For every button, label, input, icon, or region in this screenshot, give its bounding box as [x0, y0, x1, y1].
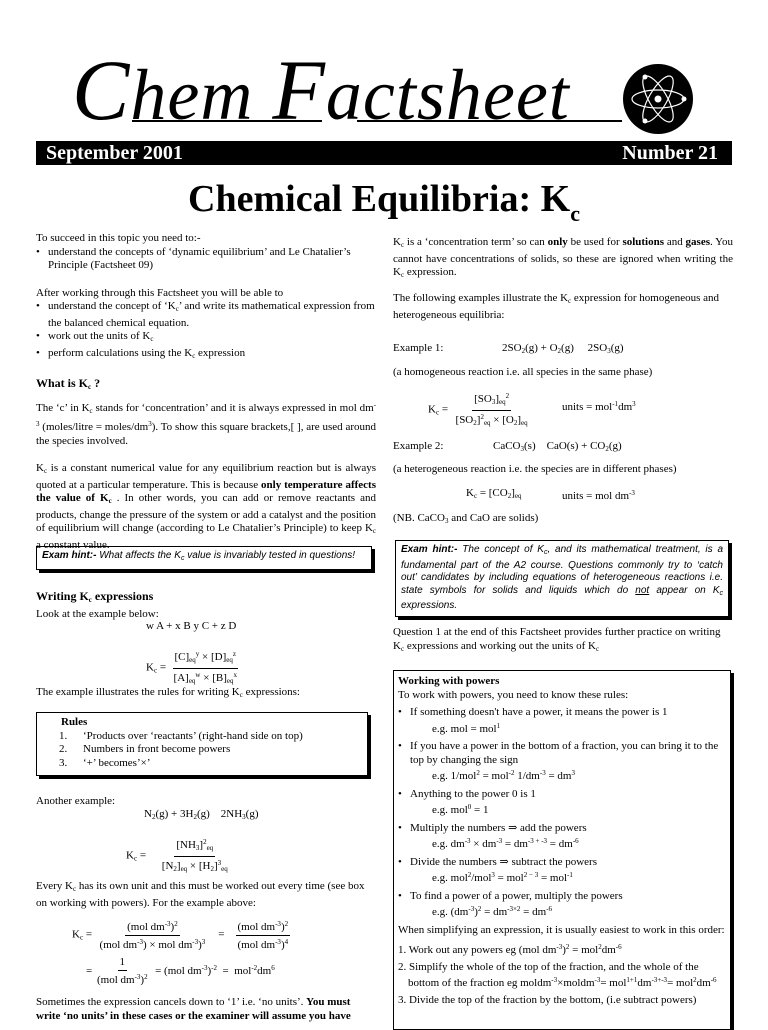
- list-item: 2. Simplify the whole of the top of the fraction, and the whole of the bottom of the fraction eg moldm$^{-3}$×moldm$^{-3}$= $mol^{1+1}dm^{-3+-3}= mol^2dm^{-6}$: [398, 960, 717, 989]
- example2-units: units = mol $dm^{-3}$: [562, 489, 635, 502]
- list-item: • If you have a power in the bottom of a fraction, you can bring it to the top by changing the sign: [398, 740, 726, 767]
- list-item: • If something doesn't have a power, it means the power is 1: [398, 706, 726, 720]
- exam-hint-box: Exam hint:- The concept of $K_c$, and its mathematical treatment, is a fundamental part of the A2 course. Questions commonly try to ‘catch out’ candidates by including equations of heterogeneous reactions i.e. state symbols for solids and liquids which do not appear on $K_c$ expressions.: [395, 540, 729, 617]
- powers-box: Working with powers To work with powers, you need to know these rules: • If something doesn't have a power, it means the power is 1 e.g. mol = mol$^1$ • If you have a power in the bottom of a fraction, you can bring it to the top by changing the sign e.g. 1/mol$^2$ = mol$^{-2}$ $1/dm^{-3} = dm^3$ • Anything to the power 0 is 1 e.g. mol$^0$ = 1 • Multiply the numbers ⇒ add the powers e.g. $dm^{-3} \times dm^{-3} = dm^{-3 + -3} = dm^{-6}$ • Divide the numbers ⇒ subtract the powers e.g. mol$^2$/mol$^3$ = mol$^{2 - 3}$ = mol$^{-1}$ • To find a power of a power, multiply the powers e.g. $(dm^{-3})^2 = dm^{-3\times 2} = dm^{-6}$ When simplifying an expression, it is usually easiest to work in this order: 1. Work out any powers eg (mol $dm^{-3})^2 = mol^2dm^{-6}$ 2. Simplify the whole of the top of the fraction, and the whole of the bottom of the fraction eg moldm$^{-3}$×moldm$^{-3}$= $mol^{1+1}dm^{-3+-3}= mol^2dm^{-6}$ 3. Divide the top of the fraction by the bottom, (i.e subtract powers): [393, 670, 731, 1030]
- masthead-underline: [132, 120, 322, 122]
- list-item: • understand the concept of ‘$K_c$’ and write its mathematical expression from the balanced chemical equation.: [36, 300, 376, 330]
- masthead-underline: [357, 120, 622, 122]
- list-item: 3. Divide the top of the fraction by the bottom, (i.e subtract powers): [398, 993, 697, 1006]
- list-item: • perform calculations using the $K_c$ expression: [36, 347, 376, 364]
- masthead-title: Chem Factsheet: [72, 42, 570, 138]
- issue-date: September 2001: [46, 142, 183, 164]
- units-result: = $\frac{1}{(mol dm^{-3})^2}$ = (mol $dm^{-3})^{-2} = mol^{-2}dm^6$: [86, 956, 275, 986]
- list-item: • To find a power of a power, multiply the powers: [398, 890, 726, 904]
- example1-units: units = $mol^{-1}dm^3$: [562, 400, 636, 413]
- section-heading: What is $K_c$ ?: [36, 376, 101, 391]
- issue-number: Number 21: [622, 142, 718, 164]
- list-item: 1. Work out any powers eg (mol $dm^{-3})^2 = mol^2dm^{-6}$: [398, 943, 622, 956]
- list-item: • work out the units of $K_c$: [36, 330, 376, 347]
- concentration-paragraph: $K_c$ is a ‘concentration term’ so can only be used for solutions and gases. You cannot have concentrations of solids, so these are ignored when writing the $K_c$ expression.: [393, 236, 734, 279]
- rules-box: Rules 1. ‘Products over ‘reactants’ (right-hand side on top) 2. Numbers in front become powers 3. ‘+’ becomes’×’: [36, 712, 368, 776]
- example2-equation: CaCO$_3$(s) $CaO(s) + CO_2(g)$: [493, 440, 622, 453]
- page-title: Chemical Equilibria: $K_c$: [188, 178, 580, 226]
- example1-kc: $K_c$ = $\frac{[SO_3]_{eq}^2}{[SO_2]^2_{eq} \times [O_2]_{eq}}$: [428, 392, 528, 427]
- units-calculation: $K_c$ = $\frac{(mol dm^{-3})^2}{(mol dm^{-3}) \times mol dm^{-3})^3}$ = $\frac{(mol dm^{-3})^2}{(mol dm^{-3})^4}$: [72, 920, 289, 951]
- kc-general-expression: $K_c$ = $\frac{[C]_{eq}^y \times [D]_{eq}^z}{[A]_{eq}^w \times [B]_{eq}^x}$: [146, 650, 237, 685]
- list-item: 2. Numbers in front become powers: [59, 743, 231, 755]
- ammonia-equation: $N_2(g) + 3H_2(g)$ $2NH_3(g)$: [144, 808, 259, 821]
- list-item: 1. ‘Products over ‘reactants’ (right-hand side on top): [59, 729, 303, 742]
- exam-hint-box: Exam hint:- What affects the $K_c$ value is invariably tested in questions!: [36, 546, 372, 570]
- example2-kc: $K_c = [CO_2]_{eq}$: [466, 487, 522, 500]
- issue-bar: [36, 141, 732, 165]
- example1-equation: $2SO_2(g) + O_2(g)$ $2SO_3(g)$: [502, 342, 624, 355]
- list-item: 3. ‘+’ becomes’×’: [59, 756, 151, 769]
- kc-ammonia-expression: $K_c$ = $\frac{[NH_3]^2_{eq}}{[N_2]_{eq} \times [H_2]^3_{eq}}$: [126, 838, 228, 873]
- list-item: • understand the concepts of ‘dynamic equilibrium’ and Le Chatalier’s Principle (Factsheet 09): [36, 246, 376, 273]
- writing-section: Writing $K_c$ expressions Look at the example below:: [36, 590, 376, 621]
- list-item: • Multiply the numbers ⇒ add the powers: [398, 822, 726, 836]
- list-item: • Anything to the power 0 is 1: [398, 788, 726, 802]
- masthead: [72, 40, 612, 138]
- section-heading: Writing $K_c$ expressions: [36, 589, 154, 604]
- list-item: • Divide the numbers ⇒ subtract the powers: [398, 856, 726, 870]
- atom-logo-icon: [622, 63, 694, 140]
- general-equation: w A + x B y C + z D: [146, 620, 237, 632]
- left-column: To succeed in this topic you need to:- • understand the concepts of ‘dynamic equilibrium’ and Le Chatalier’s Principle (Factsheet 09) After working through this Factsheet you will be able to • understand the concept of ‘$K_c$’ and write its mathematical expression from the balanced chemical equation. • work out the units of $K_c$ • perform calculations using the $K_c$ expression What is $K_c$ ? The ‘c’ in $K_c$ stands for ‘concentration’ and it is always expressed in mol $dm^{-3}$ (moles/litre = moles/$dm^3$). To show this square brackets,[ ], are used around the species involved. $K_c$ is a constant numerical value for any equilibrium reaction but is always quoted at a particular temperature. This is because only temperature affects the value of $K_c$ . In other words, you can add or remove reactants and products, change the pressure of the system or add a catalyst and the position of equilibrium will change (according to Le Chatalier’s Principle) to keep $K_c$ a constant value.: [36, 232, 376, 552]
